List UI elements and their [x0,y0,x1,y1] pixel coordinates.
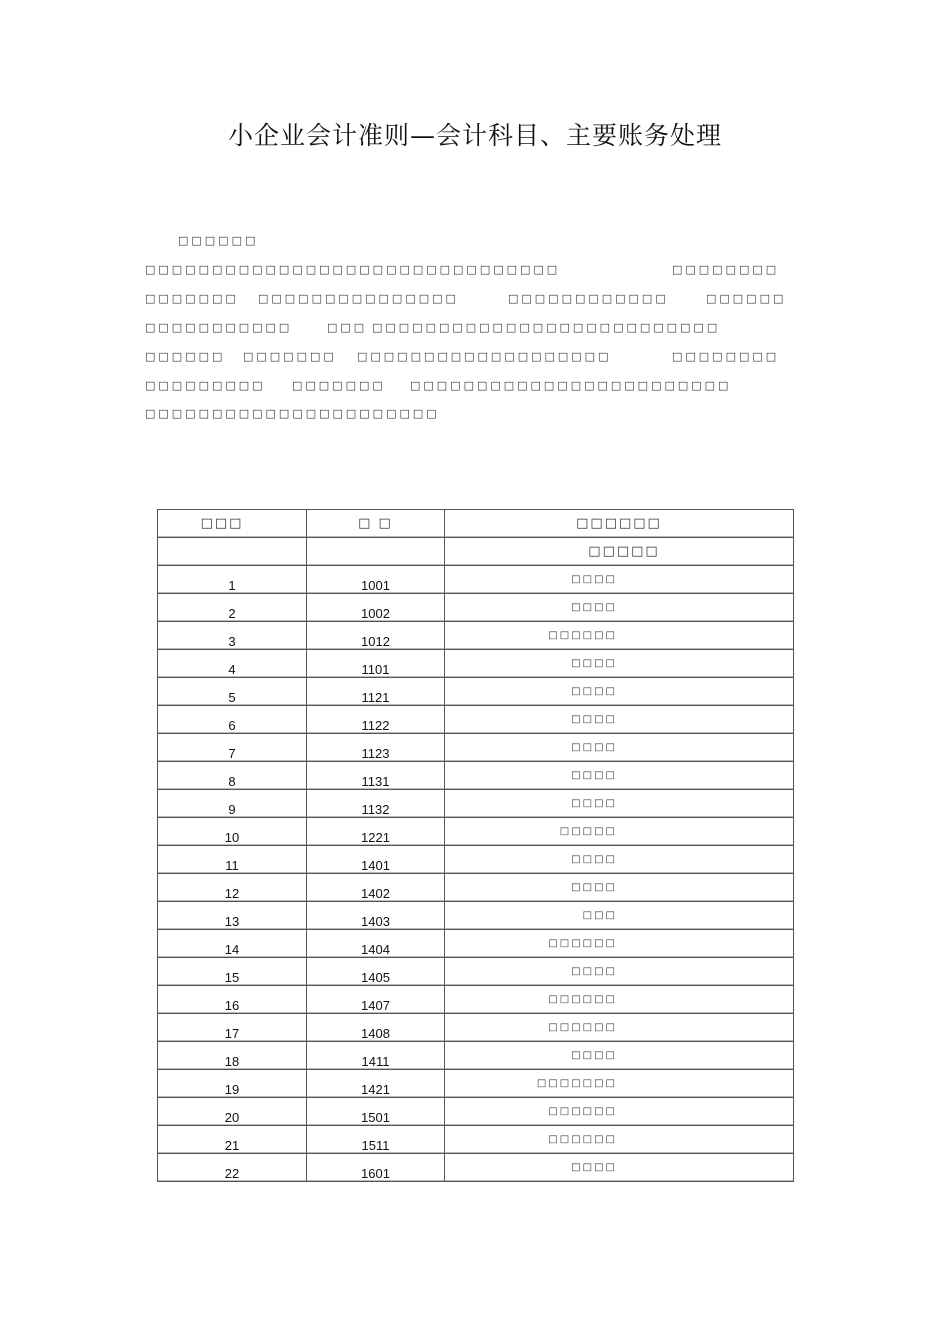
account-name-cell [445,566,794,594]
intro-text-segment: □□□□□□□ [292,379,386,392]
row-number: 8 [158,762,307,790]
row-number: 2 [158,594,307,622]
row-number: 15 [158,958,307,986]
account-code: 1002 [307,594,445,622]
account-name-cell [445,1042,794,1070]
intro-text-segment: □□□□□□□□ [672,263,780,276]
intro-text-segment: □□□□□□ [178,234,259,247]
account-name: □□□□□□ [548,1134,617,1145]
accounts-table [157,509,794,1182]
account-code: 1402 [307,874,445,902]
intro-text-segment: □□□□□□□□□□□□□□□□□□□ [357,350,612,363]
account-code: 1408 [307,1014,445,1042]
table-row [158,846,794,874]
table-row [158,958,794,986]
row-number: 22 [158,1154,307,1182]
account-name-cell [445,650,794,678]
table-row [158,566,794,594]
header-code: □ □ [307,510,445,538]
table-row [158,1070,794,1098]
intro-text-segment: □□□□□□□□□□□□ [508,292,669,305]
account-code: 1511 [307,1126,445,1154]
account-name: □□□□ [571,1162,617,1173]
account-code: 1405 [307,958,445,986]
subheader-category: □□□□□ [445,538,794,566]
row-number: 6 [158,706,307,734]
account-name-cell [445,846,794,874]
table-row [158,818,794,846]
account-name: □□□□ [571,798,617,809]
account-name: □□□□ [571,742,617,753]
account-code: 1122 [307,706,445,734]
account-name: □□□□ [571,854,617,865]
intro-text-segment: □□□□□□ [706,292,787,305]
table-row [158,902,794,930]
account-name-cell [445,790,794,818]
table-row [158,678,794,706]
account-name: □□□□ [571,770,617,781]
row-number: 18 [158,1042,307,1070]
intro-text-segment: □□□□□□□ [243,350,337,363]
account-name-cell [445,902,794,930]
row-number: 14 [158,930,307,958]
account-name-cell [445,1098,794,1126]
account-name-cell [445,622,794,650]
account-name: □□□□ [571,714,617,725]
table-row [158,622,794,650]
account-name-cell [445,986,794,1014]
account-code: 1404 [307,930,445,958]
subheader-empty-cell [158,538,307,566]
row-number: 7 [158,734,307,762]
table-row [158,706,794,734]
account-name-cell [445,874,794,902]
table-row [158,1154,794,1182]
account-code: 1601 [307,1154,445,1182]
account-name: □□□□□□ [548,938,617,949]
account-name: □□□□□□ [548,630,617,641]
account-name-cell [445,734,794,762]
row-number: 9 [158,790,307,818]
account-code: 1401 [307,846,445,874]
account-code: 1421 [307,1070,445,1098]
header-number: □□□ [158,510,307,538]
intro-text-segment: □□□□□□□□ [672,350,780,363]
account-name-cell [445,706,794,734]
table-subheader-row [158,538,794,566]
account-name: □□□□ [571,574,617,585]
table-row [158,650,794,678]
row-number: 4 [158,650,307,678]
table-row [158,762,794,790]
table-row [158,1042,794,1070]
account-code: 1101 [307,650,445,678]
account-name: □□□□ [571,966,617,977]
account-name: □□□□□□□ [536,1078,617,1089]
table-row [158,930,794,958]
table-row [158,874,794,902]
intro-text-segment: □□□□□□ [145,350,226,363]
table-row [158,1126,794,1154]
row-number: 17 [158,1014,307,1042]
account-name-cell [445,930,794,958]
intro-text-segment: □□□□□□□□□□□□□□□ [258,292,459,305]
account-code: 1012 [307,622,445,650]
intro-text-segment: □□□ [327,321,368,334]
intro-text-segment: □□□□□□□□□□□□□□□□□□□□□□ [145,407,440,420]
account-code: 1221 [307,818,445,846]
account-name-cell [445,1154,794,1182]
account-code: 1123 [307,734,445,762]
account-name: □□□□ [571,882,617,893]
account-name: □□□□□□ [548,1022,617,1033]
account-name: □□□□□ [559,826,617,837]
intro-text-segment: □□□□□□□□□□□□□□□□□□□□□□□□ [410,379,732,392]
account-code: 1131 [307,762,445,790]
account-name: □□□□ [571,1050,617,1061]
row-number: 5 [158,678,307,706]
intro-text-segment: □□□□□□□□□ [145,379,266,392]
account-name: □□□□ [571,686,617,697]
intro-text-segment: □□□□□□□□□□□ [145,321,293,334]
table-row [158,1014,794,1042]
row-number: 16 [158,986,307,1014]
account-name: □□□ [582,910,617,921]
table-row [158,1098,794,1126]
account-name: □□□□ [571,658,617,669]
row-number: 21 [158,1126,307,1154]
row-number: 3 [158,622,307,650]
intro-text-segment: □□□□□□□ [145,292,239,305]
account-code: 1132 [307,790,445,818]
table-row [158,790,794,818]
table-row [158,734,794,762]
account-name: □□□□□□ [548,994,617,1005]
subheader-empty-cell [307,538,445,566]
account-code: 1501 [307,1098,445,1126]
account-name: □□□□□□ [548,1106,617,1117]
account-name-cell [445,818,794,846]
page-title: 小企业会计准则—会计科目、主要账务处理 [227,121,722,150]
account-code: 1121 [307,678,445,706]
account-name-cell [445,594,794,622]
row-number: 11 [158,846,307,874]
account-name-cell [445,1070,794,1098]
row-number: 20 [158,1098,307,1126]
row-number: 1 [158,566,307,594]
account-name-cell [445,1126,794,1154]
intro-text-segment: □□□□□□□□□□□□□□□□□□□□□□□□□□ [372,321,721,334]
account-code: 1407 [307,986,445,1014]
intro-text-segment: □□□□□□□□□□□□□□□□□□□□□□□□□□□□□□□ [145,263,561,276]
table-header-row [158,510,794,538]
row-number: 10 [158,818,307,846]
account-name-cell [445,678,794,706]
account-code: 1411 [307,1042,445,1070]
row-number: 13 [158,902,307,930]
account-name: □□□□ [571,602,617,613]
account-name-cell [445,1014,794,1042]
table-row [158,986,794,1014]
row-number: 19 [158,1070,307,1098]
account-name-cell [445,762,794,790]
account-code: 1001 [307,566,445,594]
table-row [158,594,794,622]
account-name-cell [445,958,794,986]
header-account-name: □□□□□□ [445,510,794,538]
account-code: 1403 [307,902,445,930]
row-number: 12 [158,874,307,902]
